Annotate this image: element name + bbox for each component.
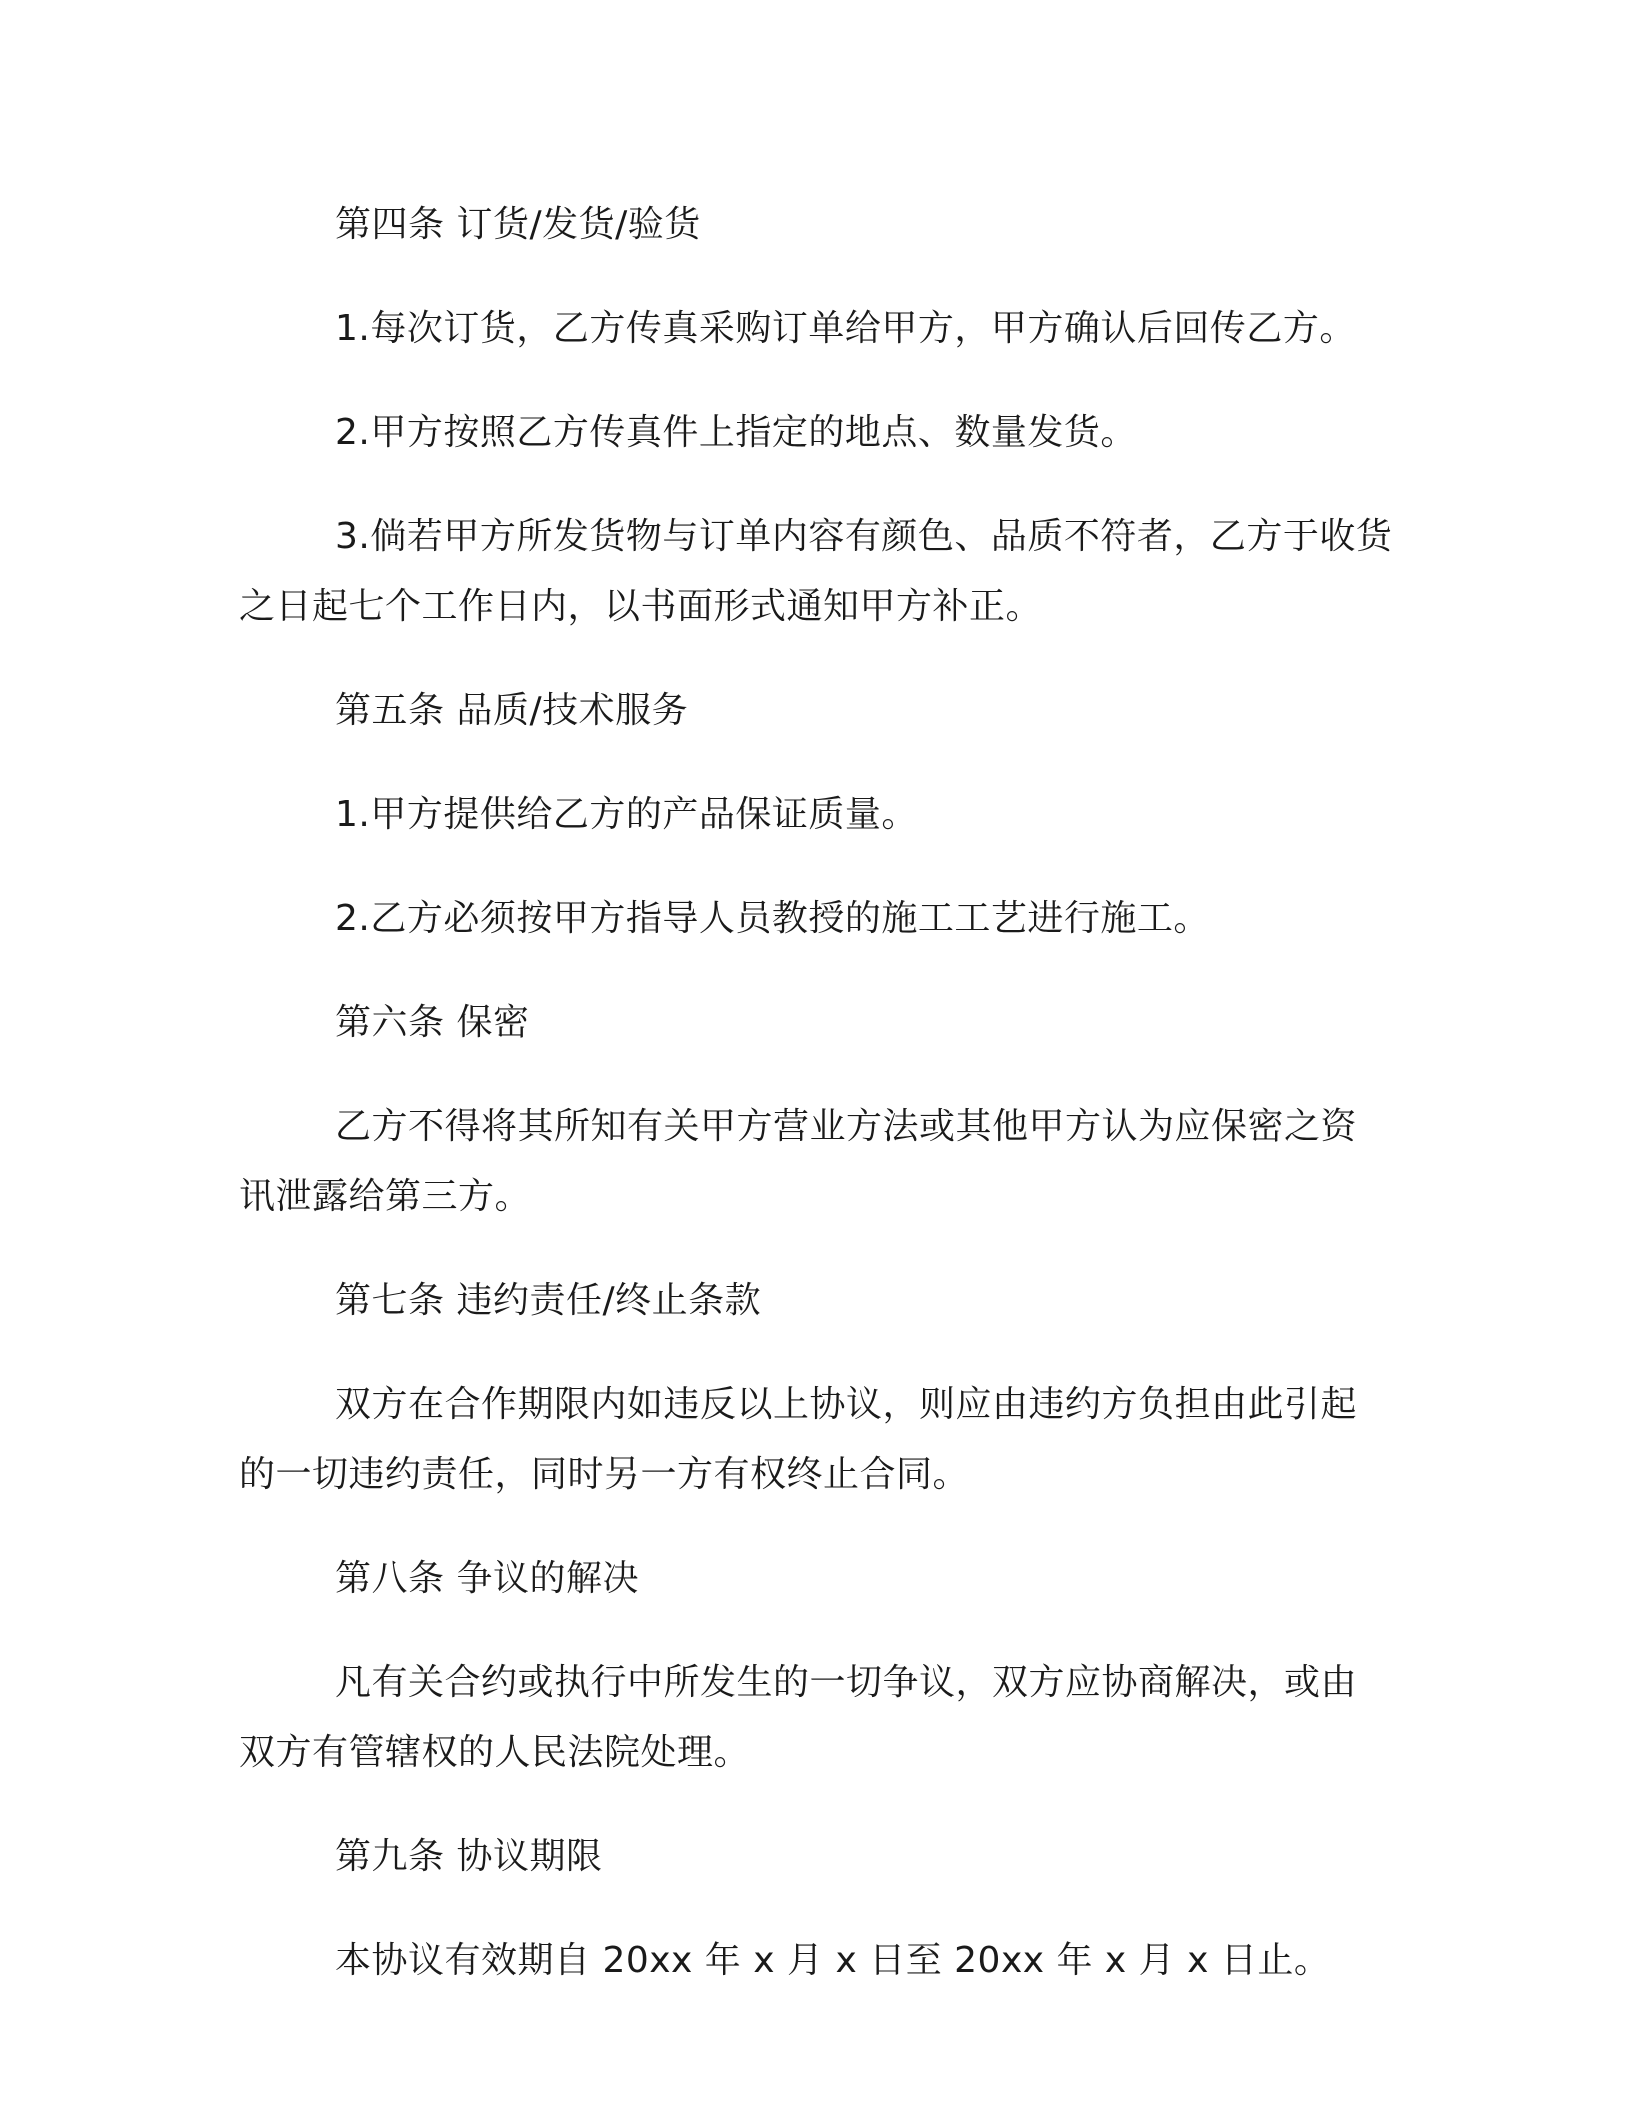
article-4-item-1: 1.每次订货，乙方传真采购订单给甲方，甲方确认后回传乙方。: [335, 308, 1356, 349]
article-7-heading: 第七条 违约责任/终止条款: [335, 1280, 762, 1321]
article-8-heading: 第八条 争议的解决: [335, 1558, 639, 1599]
article-9-body: 本协议有效期自 20xx 年 x 月 x 日至 20xx 年 x 月 x 日止。: [335, 1940, 1331, 1981]
article-8-body: 凡有关合约或执行中所发生的一切争议，双方应协商解决，或由双方有管辖权的人民法院处理。: [239, 1662, 1358, 1773]
article-6-heading: 第六条 保密: [335, 1002, 530, 1043]
article-5-heading: 第五条 品质/技术服务: [335, 690, 689, 731]
article-5-item-1: 1.甲方提供给乙方的产品保证质量。: [335, 794, 918, 835]
article-4-item-3: 3.倘若甲方所发货物与订单内容有颜色、品质不符者，乙方于收货之日起七个工作日内，以书面形式通知甲方补正。: [239, 516, 1393, 627]
article-6-body: 乙方不得将其所知有关甲方营业方法或其他甲方认为应保密之资讯泄露给第三方。: [239, 1106, 1358, 1217]
article-9-heading: 第九条 协议期限: [335, 1836, 603, 1877]
article-4-heading: 第四条 订货/发货/验货: [335, 204, 701, 245]
article-5-item-2: 2.乙方必须按甲方指导人员教授的施工工艺进行施工。: [335, 898, 1210, 939]
document-body: [239, 190, 1393, 2030]
article-4-item-2: 2.甲方按照乙方传真件上指定的地点、数量发货。: [335, 412, 1137, 453]
article-7-body: 双方在合作期限内如违反以上协议，则应由违约方负担由此引起的一切违约责任，同时另一方有权终止合同。: [239, 1384, 1358, 1495]
